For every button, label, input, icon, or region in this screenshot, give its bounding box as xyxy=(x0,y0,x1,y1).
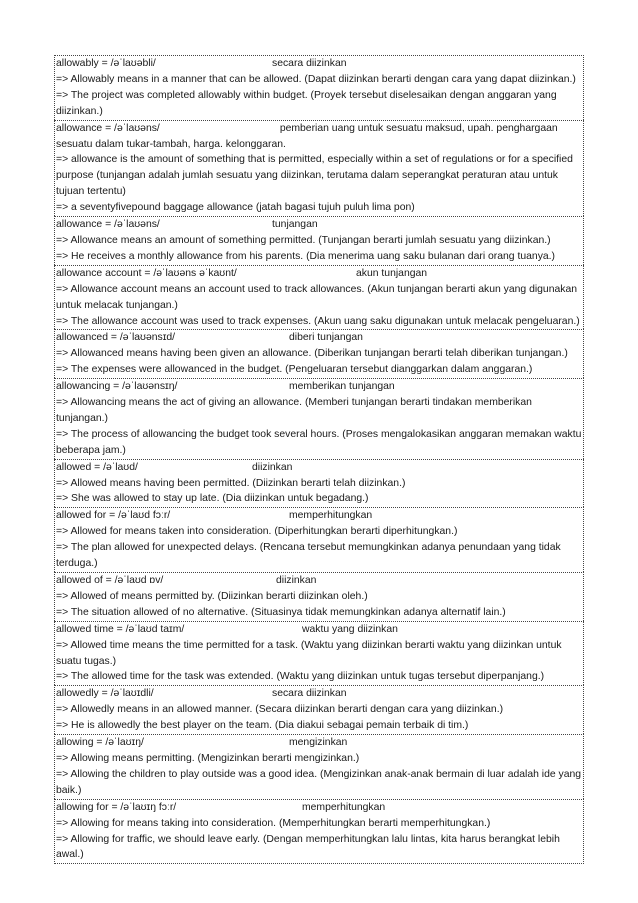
entry-line: => The allowed time for the task was extended. (Waktu yang diizinkan untuk tugas tersebut diperpanjang.) xyxy=(56,671,545,683)
entry-head-row xyxy=(56,266,583,282)
entry-line: => Allowed time means the time permitted for a task. (Waktu yang diizinkan berarti waktu yang diizinkan untuk suatu tugas.) xyxy=(56,639,562,667)
entry-line: => Allowably means in a manner that can be allowed. (Dapat diizinkan berarti dengan cara yang dapat diizinkan.) xyxy=(56,73,576,85)
entry-line: => Allowancing means the act of giving an allowance. (Memberi tunjangan berarti tindakan memberikan tunjangan.) xyxy=(56,397,532,424)
entry-line: => Allowance means an amount of something permitted. (Tunjangan berarti jumlah sesuatu yang diizinkan.) xyxy=(56,234,551,246)
entry-line: => The plan allowed for unexpected delays. (Rencana tersebut memungkinkan adanya penundaan yang tidak terduga.) xyxy=(56,542,561,570)
entry-line: => a seventyfivepound baggage allowance (jatah bagasi tujuh puluh lima pon) xyxy=(56,202,415,214)
entry-meaning: secara diizinkan xyxy=(272,58,347,69)
entry-line: => Allowing for means taking into consideration. (Memperhitungkan berarti memperhitungkan.) xyxy=(56,817,491,829)
entry-line: => The process of allowancing the budget took several hours. (Proses mengalokasikan anggaran memakan waktu beberapa jam.) xyxy=(56,428,582,456)
entry-head: allowably = /əˈlaʊəbli/ xyxy=(56,58,156,69)
entry-head: allowance = /əˈlaʊəns/ xyxy=(56,122,160,134)
entry-line: => Allowedly means in an allowed manner. (Secara diizinkan berarti dengan cara yang diizinkan.) xyxy=(56,704,504,716)
entry-head-row xyxy=(56,460,583,476)
entry-line: => Allowing for traffic, we should leave early. (Dengan memperhitungkan lalu lintas, kita harus berangkat lebih awal.) xyxy=(56,833,560,861)
entry-head-row xyxy=(56,379,583,395)
entry-head-row xyxy=(56,217,583,233)
entry-meaning: waktu yang diizinkan xyxy=(302,623,398,635)
entry-allowanced xyxy=(54,329,584,378)
entry-line: => The project was completed allowably within budget. (Proyek tersebut diselesaikan dengan anggaran yang diizinkan.) xyxy=(56,89,557,117)
entry-allowance xyxy=(54,120,584,216)
entry-head-row xyxy=(56,800,583,816)
entry-line: => Allowing the children to play outside was a good idea. (Mengizinkan anak-anak bermain di luar adalah ide yang baik.) xyxy=(56,768,582,796)
entry-line: => He is allowedly the best player on the team. (Dia diakui sebagai pemain terbaik di tim.) xyxy=(56,720,469,732)
entry-allowance-account xyxy=(54,265,584,330)
entry-line: => Allowed means having been permitted. (Diizinkan berarti telah diizinkan.) xyxy=(56,477,406,489)
entry-line: => Allowing means permitting. (Mengizinkan berarti mengizinkan.) xyxy=(56,752,360,764)
entry-line: => The situation allowed of no alternative. (Situasinya tidak memungkinkan adanya alternatif lain.) xyxy=(56,606,506,618)
entry-meaning: diberi tunjangan xyxy=(289,332,363,344)
entry-allowancing xyxy=(54,378,584,459)
entry-head-row xyxy=(56,330,583,346)
entry-allowed-for xyxy=(54,507,584,572)
entry-head: allowedly = /əˈlaʊɪdli/ xyxy=(56,688,154,700)
entry-line: => Allowance account means an account used to track allowances. (Akun tunjangan berarti akun yang digunakan untuk melacak tunjangan.) xyxy=(56,283,578,311)
entry-meaning: diizinkan xyxy=(252,461,293,473)
entry-head-row xyxy=(56,56,583,72)
entry-head-row xyxy=(56,735,583,751)
entry-meaning: memperhitungkan xyxy=(302,801,386,813)
entry-head-row xyxy=(56,508,583,524)
entry-head: allowed time = /əˈlaʊd taɪm/ xyxy=(56,623,185,635)
entry-allowably xyxy=(54,55,584,120)
entry-allowance-2 xyxy=(54,216,584,265)
entry-line: => allowance is the amount of something that is permitted, especially within a set of regulations or for a specified purpose (tunjangan adalah jumlah sesuatu yang diizinkan, terutama dalam seperangkat peraturan atau untuk tujuan tertentu) xyxy=(56,154,573,198)
entry-meaning: memperhitungkan xyxy=(289,510,373,522)
entry-line: => Allowanced means having been given an allowance. (Diberikan tunjangan berarti telah diberikan tunjangan.) xyxy=(56,348,568,360)
entry-meaning: tunjangan xyxy=(272,219,318,231)
entry-meaning: mengizinkan xyxy=(289,737,348,749)
entry-head: allowed of = /əˈlaʊd ɒv/ xyxy=(56,575,164,586)
entry-line: => Allowed of means permitted by. (Diizinkan berarti diizinkan oleh.) xyxy=(56,590,368,602)
entry-head: allowing for = /əˈlaʊɪŋ fɔːr/ xyxy=(56,801,177,813)
entry-meaning: secara diizinkan xyxy=(272,688,347,700)
entry-meaning: akun tunjangan xyxy=(356,267,428,279)
entry-head-row xyxy=(56,121,583,153)
entry-allowing-for xyxy=(54,799,584,865)
entry-line: => Allowed for means taken into consideration. (Diperhitungkan berarti diperhitungkan.) xyxy=(56,526,458,538)
entry-line: => The allowance account was used to track expenses. (Akun uang saku digunakan untuk melacak pengeluaran.) xyxy=(56,315,580,327)
entry-head: allowance = /əˈlaʊəns/ xyxy=(56,219,160,231)
entry-line: => He receives a monthly allowance from his parents. (Dia menerima uang saku bulanan dari orang tuanya.) xyxy=(56,250,556,262)
entry-head-row xyxy=(56,622,583,638)
entry-meaning: pemberian uang untuk sesuatu maksud, upah. penghargaan sesuatu dalam tukar-tambah, harga. kelonggaran. xyxy=(56,122,558,150)
entry-head-row xyxy=(56,573,583,589)
entry-head: allowed = /əˈlaʊd/ xyxy=(56,461,138,473)
entry-head: allowanced = /əˈlaʊənsɪd/ xyxy=(56,332,176,344)
entry-head: allowance account = /əˈlaʊəns əˈkaʊnt/ xyxy=(56,267,237,279)
entry-head: allowed for = /əˈlaʊd fɔːr/ xyxy=(56,510,171,522)
entry-allowing xyxy=(54,734,584,799)
dictionary-page xyxy=(54,55,584,864)
entry-head: allowing = /əˈlaʊɪŋ/ xyxy=(56,737,144,749)
entry-allowed xyxy=(54,459,584,508)
entry-allowedly xyxy=(54,685,584,734)
entry-meaning: diizinkan xyxy=(276,575,317,586)
entry-head-row xyxy=(56,686,583,702)
entry-meaning: memberikan tunjangan xyxy=(289,381,395,393)
entry-allowed-time xyxy=(54,621,584,686)
entry-allowed-of xyxy=(54,572,584,621)
entry-line: => The expenses were allowanced in the budget. (Pengeluaran tersebut dianggarkan dalam anggaran.) xyxy=(56,364,533,376)
entry-head: allowancing = /əˈlaʊənsɪŋ/ xyxy=(56,381,178,393)
entry-line: => She was allowed to stay up late. (Dia diizinkan untuk begadang.) xyxy=(56,493,369,505)
